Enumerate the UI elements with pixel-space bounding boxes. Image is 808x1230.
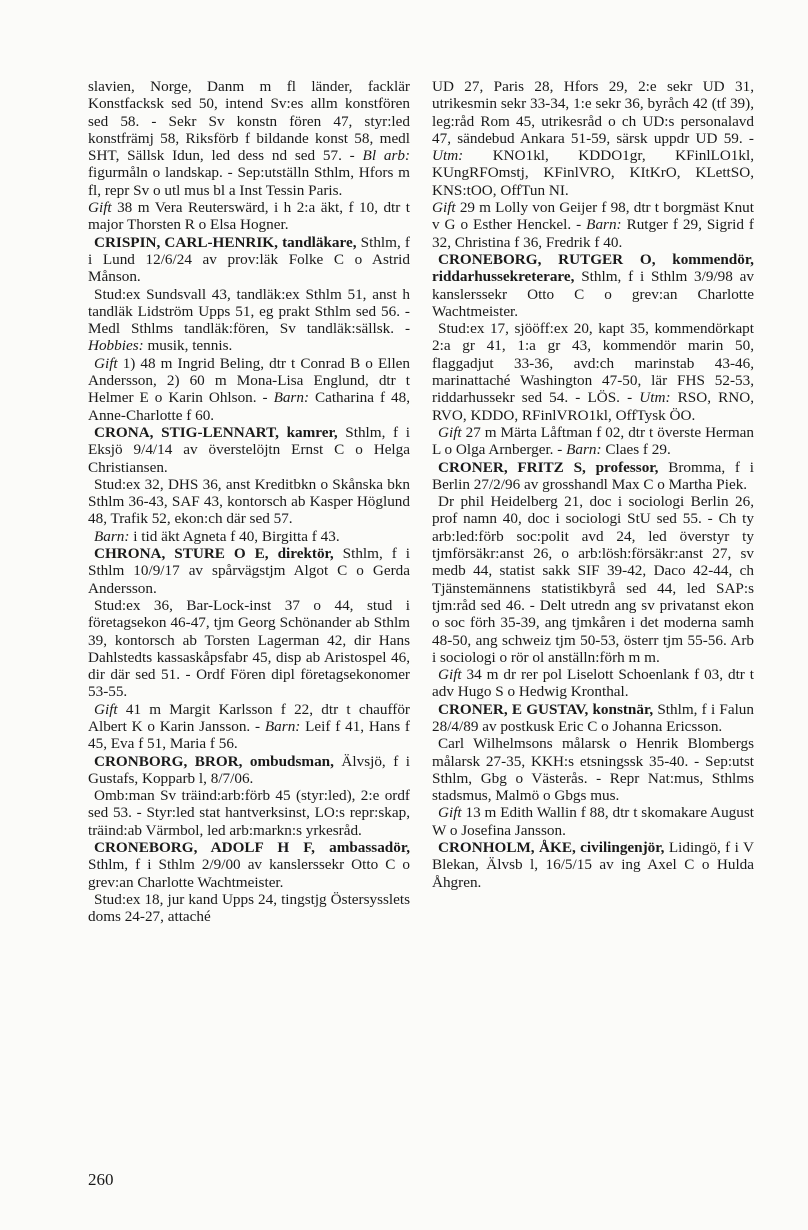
- entry-title: konstnär,: [588, 700, 654, 718]
- entry-name: CRONEBORG, ADOLF H F,: [94, 839, 315, 857]
- entry-lead: Barn:: [273, 389, 309, 407]
- entry-lead: Utm:: [639, 389, 671, 407]
- entry-text: 38 m Vera Reuterswärd, i h 2:a äkt, f 10, dtr t major Thorsten R o Elsa Hogner.: [88, 199, 410, 234]
- entry-name: CRONER, FRITZ S,: [438, 458, 586, 476]
- entry-text: Rutger f 29, Sigrid f 32, Christina f 36, Fredrik f 40.: [432, 216, 754, 251]
- entry-lead: Gift: [438, 666, 462, 684]
- entry-title: tandläkare,: [277, 233, 357, 251]
- entry-title: direktör,: [268, 545, 334, 563]
- entry-croner-gustav: [432, 701, 754, 839]
- entry-text: 29 m Lolly von Geijer f 98, dtr t borgmäst Knut v G o Esther Henckel. -: [432, 199, 754, 234]
- entry-text: Carl Wilhelmsons målarsk o Henrik Blombergs målarsk 27-35, KKH:s etsningssk 35-40. - Sep:utst Sthlm, Gbg o Västerås. - Repr Nat:mus, Sthlms stadsmus, Malmö o Gbgs mus.: [432, 735, 754, 805]
- entry-text: Älvsjö, f i Gustafs, Kopparb l, 8/7/06.: [88, 752, 410, 787]
- entry-lead: Gift: [438, 804, 462, 822]
- entry-croner-fritz: [432, 459, 754, 701]
- left-column: [88, 78, 410, 926]
- entry-text: Stud:ex 17, sjööff:ex 20, kapt 35, kommendörkapt 2:a gr 41, 1:a gr 43, kommendör marin 50, flaggadjut 33-36, avd:ch marinstab 43-46, marinattaché Washington 47-50, lär FHS 52-53, riddarhussekr sed 54. - LÖS. -: [432, 320, 754, 407]
- entry-croneborg-rutger: [432, 251, 754, 459]
- entry-lead: Gift: [438, 423, 462, 441]
- entry-text: Sthlm, f i Falun 28/4/89 av postkusk Eric C o Johanna Ericsson.: [432, 700, 754, 735]
- entry-text: Claes f 29.: [601, 441, 671, 459]
- entry-lead: Hobbies:: [88, 337, 144, 355]
- entry-text: Bromma, f i Berlin 27/2/96 av grosshandl Max C o Martha Piek.: [432, 458, 754, 493]
- entry-text: Sthlm, f i Sthlm 10/9/17 av spårvägstjm Algot C o Gerda Andersson.: [88, 545, 410, 597]
- entry-lead: Gift: [94, 700, 118, 718]
- entry-lead: Gift: [94, 354, 118, 372]
- entry-text: Stud:ex 18, jur kand Upps 24, tingstjg Östersysslets doms 24-27, attaché: [88, 890, 410, 926]
- entry-name: CHRONA, STURE O E,: [94, 545, 269, 563]
- entry-text: musik, tennis.: [143, 337, 233, 355]
- entry-text: Leif f 41, Hans f 45, Eva f 51, Maria f 56.: [88, 717, 410, 753]
- entry-text: Catharina f 48, Anne-Charlotte f 60.: [88, 389, 410, 424]
- entry-lead: Utm:: [432, 147, 464, 165]
- entry-text: Sthlm, f i Eksjö 9/4/14 av överstelöjtn Ernst C o Helga Christiansen.: [88, 423, 410, 476]
- entry-continuation: [432, 78, 754, 251]
- entry-cronholm: [432, 839, 754, 891]
- entry-lead: Barn:: [586, 216, 622, 234]
- right-column: [432, 78, 754, 891]
- entry-name: CRONHOLM, ÅKE,: [438, 839, 576, 857]
- entry-text: slavien, Norge, Danm m fl länder, facklär Konstfacksk sed 50, intend Sv:es allm konstfören sed 58. - Sekr Sv konstn fören 47, styr:led konstfrämj 58, Riksförb f bildande konst 58, medl SHT, Sällsk Idun, led dess nd sed 57. -: [88, 78, 410, 165]
- entry-name: CRONER, E GUSTAV,: [438, 700, 589, 718]
- entry-text: Sthlm, f i Sthlm 3/9/98 av kanslerssekr Otto C o grev:an Charlotte Wachtmeister.: [432, 268, 754, 320]
- entry-text: Stud:ex 32, DHS 36, anst Kreditbkn o Skånska bkn Sthlm 36-43, SAF 43, kontorsch ab Kasper Höglund 48, Trafik 52, ekon:ch där sed 57.: [88, 475, 410, 528]
- entry-name: CRONBORG, BROR,: [94, 752, 243, 770]
- entry-lead: Bl arb:: [362, 147, 411, 165]
- entry-text: 13 m Edith Wallin f 88, dtr t skomakare August W o Josefina Jansson.: [432, 804, 754, 839]
- entry-croneborg-adolf: [88, 839, 410, 925]
- entry-text: KNO1kl, KDDO1gr, KFinlLO1kl, KUngRFOmstj, KFinlVRO, KItKrO, KLettSO, KNS:tOO, OffTun NI.: [432, 147, 754, 199]
- entry-text: Dr phil Heidelberg 21, doc i sociologi Berlin 26, prof namn 40, doc i sociologi StU sed 55. - Ch ty arb:led:förb soc:polit avd 24, led överstyr ty tjmförsäkr:anst 26, o arb:lösh:försäkr:anst 27, sv medb 44, statist sakk SIF 39-42, Daco 42-44, ch Tjänstemännens statistikbyrå sed 44, led SAP:s tjm:råd sed 46. - Delt utredn ang sv privatanst ekon o soc förh 35-39, ang tjmkåren i det moderna samh 48-50, ang schweiz tjm 50-53, österr tjm 55-56. Arb i sociologi o rör ol anställn:förh m m.: [432, 493, 754, 666]
- entry-lead: Barn:: [264, 717, 301, 735]
- entry-title: professor,: [585, 458, 659, 476]
- entry-name: CRONEBORG, RUTGER O,: [438, 250, 656, 268]
- entry-name: CRISPIN, CARL-HENRIK,: [94, 233, 278, 251]
- page-number: 260: [88, 1170, 114, 1189]
- entry-text: i tid äkt Agneta f 40, Birgitta f 43.: [129, 527, 340, 545]
- entry-lead: Gift: [432, 199, 456, 217]
- entry-text: Sthlm, f i Lund 12/6/24 av prov:läk Folke C o Astrid Månson.: [88, 233, 410, 286]
- entry-lead: Gift: [88, 199, 112, 217]
- entry-crona: [88, 424, 410, 545]
- entry-title: ambassadör,: [314, 839, 410, 857]
- entry-text: 34 m dr rer pol Liselott Schoenlank f 03, dtr t adv Hugo S o Hedwig Kronthal.: [432, 666, 754, 701]
- entry-text: Sthlm, f i Sthlm 2/9/00 av kanslerssekr Otto C o grev:an Charlotte Wachtmeister.: [88, 856, 410, 891]
- entry-title: ombudsman,: [242, 752, 334, 770]
- entry-name: CRONA, STIG-LENNART,: [94, 423, 279, 441]
- entry-cronborg: [88, 753, 410, 839]
- entry-text: 1) 48 m Ingrid Beling, dtr t Conrad B o Ellen Andersson, 2) 60 m Mona-Lisa Englund, dtr t Helmer E o Karin Ohlson. -: [88, 354, 410, 407]
- entry-title: kamrer,: [278, 423, 338, 441]
- entry-text: 41 m Margit Karlsson f 22, dtr t chaufför Albert K o Karin Jansson. -: [88, 700, 410, 735]
- entry-text: UD 27, Paris 28, Hfors 29, 2:e sekr UD 31, utrikesmin sekr 33-34, 1:e sekr 36, byråch 42 (tf 39), leg:råd Rom 45, utrikesråd o ch UD:s personalavd 47, sändebud Ankara 51-59, särsk uppdr UD 59. -: [432, 78, 754, 147]
- entry-text: Stud:ex Sundsvall 43, tandläk:ex Sthlm 51, anst h tandläk Lidström Upps 51, eg prakt Sthlm sed 56. - Medl Sthlms tandläk:fören, Sv tandläk:sällsk. -: [88, 285, 410, 338]
- entry-lead: Barn:: [566, 441, 602, 459]
- entry-text: RSO, RNO, RVO, KDDO, RFinlVRO1kl, OffTysk ÖO.: [432, 389, 754, 424]
- entry-crispin: [88, 234, 410, 424]
- entry-text: 27 m Märta Låftman f 02, dtr t överste Herman L o Olga Arnberger. -: [432, 423, 754, 459]
- entry-text: figurmåln o landskap. - Sep:utställn Sthlm, Hfors m fl, repr Sv o utl mus bl a Inst Tessin Paris.: [88, 164, 410, 199]
- entry-continuation: [88, 78, 410, 234]
- entry-title: civilingenjör,: [575, 839, 665, 857]
- entry-text: Omb:man Sv träind:arb:förb 45 (styr:led), 2:e ordf sed 53. - Styr:led stat hantverksinst, LO:s repr:skap, träind:ab Värmbol, led arb:markn:s yrkesråd.: [88, 787, 410, 839]
- entry-chrona: [88, 545, 410, 753]
- entry-text: Stud:ex 36, Bar-Lock-inst 37 o 44, stud i företagsekon 46-47, tjm Georg Schönander ab Sthlm 39, kontorsch ab Torsten Lagerman 42, dir Hans Dahlstedts kassaskåpsfabr 45, disp ab Aristospel 46, dir där sed 51. - Ordf Fören dipl företagsekonomer 53-55.: [88, 596, 410, 701]
- entry-text: Lidingö, f i V Blekan, Älvsb l, 16/5/15 av ing Axel C o Hulda Åhgren.: [432, 839, 754, 891]
- entry-lead: Barn:: [94, 527, 130, 545]
- entry-title: kommendör, riddarhussekreterare,: [432, 250, 754, 286]
